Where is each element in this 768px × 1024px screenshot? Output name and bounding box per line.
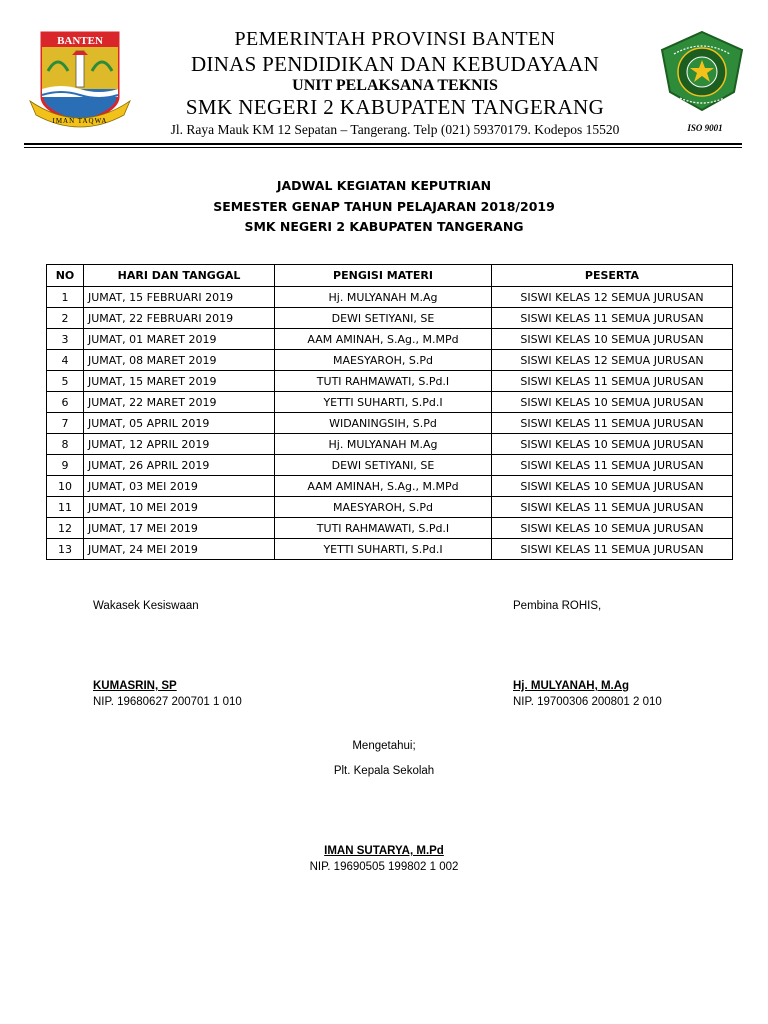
cell-speaker: TUTI RAHMAWATI, S.Pd.I <box>275 518 492 539</box>
cell-participants: SISWI KELAS 11 SEMUA JURUSAN <box>492 413 733 434</box>
cell-no: 6 <box>47 392 84 413</box>
cell-participants: SISWI KELAS 10 SEMUA JURUSAN <box>492 434 733 455</box>
signer-head-nip: NIP. 19690505 199802 1 002 <box>309 861 459 873</box>
letterhead-government: PEMERINTAH PROVINSI BANTEN <box>234 28 556 50</box>
cell-participants: SISWI KELAS 11 SEMUA JURUSAN <box>492 539 733 560</box>
cell-speaker: Hj. MULYANAH M.Ag <box>275 287 492 308</box>
cell-day-date: JUMAT, 22 FEBRUARI 2019 <box>84 308 275 329</box>
cell-day-date: JUMAT, 15 FEBRUARI 2019 <box>84 287 275 308</box>
letterhead-department: DINAS PENDIDIKAN DAN KEBUDAYAAN <box>190 52 600 76</box>
document-subtitle-school: SMK NEGERI 2 KABUPATEN TANGERANG <box>244 219 524 234</box>
cell-speaker: DEWI SETIYANI, SE <box>275 455 492 476</box>
cell-no: 3 <box>47 329 84 350</box>
document-subtitle-semester: SEMESTER GENAP TAHUN PELAJARAN 2018/2019 <box>213 199 555 214</box>
header-speaker: PENGISI MATERI <box>275 265 492 287</box>
banten-province-logo <box>28 31 132 133</box>
signer-right-name: Hj. MULYANAH, M.Ag <box>513 680 630 692</box>
cell-no: 4 <box>47 350 84 371</box>
document-title: JADWAL KEGIATAN KEPUTRIAN <box>276 178 492 193</box>
banten-logo-text: BANTEN <box>57 35 103 47</box>
cell-speaker: DEWI SETIYANI, SE <box>275 308 492 329</box>
table-row <box>47 434 733 455</box>
cell-no: 13 <box>47 539 84 560</box>
letterhead-unit: UNIT PELAKSANA TEKNIS <box>292 77 498 94</box>
smk-school-logo <box>658 30 746 112</box>
cell-no: 12 <box>47 518 84 539</box>
cell-speaker: AAM AMINAH, S.Ag., M.MPd <box>275 329 492 350</box>
table-row <box>47 329 733 350</box>
letterhead-rule-thick <box>24 143 742 145</box>
cell-no: 2 <box>47 308 84 329</box>
cell-participants: SISWI KELAS 11 SEMUA JURUSAN <box>492 455 733 476</box>
cell-speaker: Hj. MULYANAH M.Ag <box>275 434 492 455</box>
cell-day-date: JUMAT, 10 MEI 2019 <box>84 497 275 518</box>
cell-no: 1 <box>47 287 84 308</box>
signer-head-role: Plt. Kepala Sekolah <box>333 765 435 777</box>
cell-day-date: JUMAT, 22 MARET 2019 <box>84 392 275 413</box>
banten-logo-motto: IMAN TAQWA <box>52 117 108 125</box>
cell-participants: SISWI KELAS 10 SEMUA JURUSAN <box>492 392 733 413</box>
schedule-table <box>46 264 733 560</box>
signer-head-name: IMAN SUTARYA, M.Pd <box>324 845 444 857</box>
cell-speaker: MAESYAROH, S.Pd <box>275 350 492 371</box>
signer-left-name: KUMASRIN, SP <box>93 680 177 692</box>
table-row <box>47 518 733 539</box>
cell-participants: SISWI KELAS 10 SEMUA JURUSAN <box>492 329 733 350</box>
cell-speaker: AAM AMINAH, S.Ag., M.MPd <box>275 476 492 497</box>
cell-no: 11 <box>47 497 84 518</box>
schedule-table-body <box>47 287 733 560</box>
cell-participants: SISWI KELAS 10 SEMUA JURUSAN <box>492 476 733 497</box>
table-row <box>47 497 733 518</box>
cell-speaker: TUTI RAHMAWATI, S.Pd.I <box>275 371 492 392</box>
signer-right-nip: NIP. 19700306 200801 2 010 <box>513 696 662 708</box>
cell-participants: SISWI KELAS 11 SEMUA JURUSAN <box>492 308 733 329</box>
cell-day-date: JUMAT, 17 MEI 2019 <box>84 518 275 539</box>
cell-participants: SISWI KELAS 10 SEMUA JURUSAN <box>492 518 733 539</box>
table-row <box>47 539 733 560</box>
letterhead-rule-thin <box>24 147 742 148</box>
cell-day-date: JUMAT, 24 MEI 2019 <box>84 539 275 560</box>
cell-participants: SISWI KELAS 11 SEMUA JURUSAN <box>492 497 733 518</box>
letterhead-school: SMK NEGERI 2 KABUPATEN TANGERANG <box>185 95 605 119</box>
cell-day-date: JUMAT, 26 APRIL 2019 <box>84 455 275 476</box>
cell-day-date: JUMAT, 08 MARET 2019 <box>84 350 275 371</box>
cell-participants: SISWI KELAS 12 SEMUA JURUSAN <box>492 350 733 371</box>
cell-no: 7 <box>47 413 84 434</box>
table-header-row <box>47 265 733 287</box>
cell-speaker: WIDANINGSIH, S.Pd <box>275 413 492 434</box>
table-row <box>47 392 733 413</box>
signer-left-nip: NIP. 19680627 200701 1 010 <box>93 696 242 708</box>
table-row <box>47 350 733 371</box>
cell-day-date: JUMAT, 12 APRIL 2019 <box>84 434 275 455</box>
cell-participants: SISWI KELAS 12 SEMUA JURUSAN <box>492 287 733 308</box>
table-row <box>47 455 733 476</box>
cell-day-date: JUMAT, 15 MARET 2019 <box>84 371 275 392</box>
cell-speaker: MAESYAROH, S.Pd <box>275 497 492 518</box>
letterhead-address: Jl. Raya Mauk KM 12 Sepatan – Tangerang. Telp (021) 59370179. Kodepos 15520 <box>170 122 620 137</box>
cell-no: 5 <box>47 371 84 392</box>
header-no: NO <box>47 265 84 287</box>
header-participants: PESERTA <box>492 265 733 287</box>
cell-speaker: YETTI SUHARTI, S.Pd.I <box>275 539 492 560</box>
cell-day-date: JUMAT, 03 MEI 2019 <box>84 476 275 497</box>
table-row <box>47 371 733 392</box>
signer-right-role: Pembina ROHIS, <box>513 600 602 612</box>
header-day-date: HARI DAN TANGGAL <box>84 265 275 287</box>
cell-no: 9 <box>47 455 84 476</box>
cell-no: 8 <box>47 434 84 455</box>
iso-certification-label: ISO 9001 <box>687 123 723 133</box>
cell-day-date: JUMAT, 01 MARET 2019 <box>84 329 275 350</box>
signer-left-role: Wakasek Kesiswaan <box>93 600 199 612</box>
acknowledged-label: Mengetahui; <box>352 740 416 752</box>
table-row <box>47 476 733 497</box>
cell-participants: SISWI KELAS 11 SEMUA JURUSAN <box>492 371 733 392</box>
cell-day-date: JUMAT, 05 APRIL 2019 <box>84 413 275 434</box>
table-row <box>47 413 733 434</box>
cell-speaker: YETTI SUHARTI, S.Pd.I <box>275 392 492 413</box>
table-row <box>47 287 733 308</box>
cell-no: 10 <box>47 476 84 497</box>
table-row <box>47 308 733 329</box>
